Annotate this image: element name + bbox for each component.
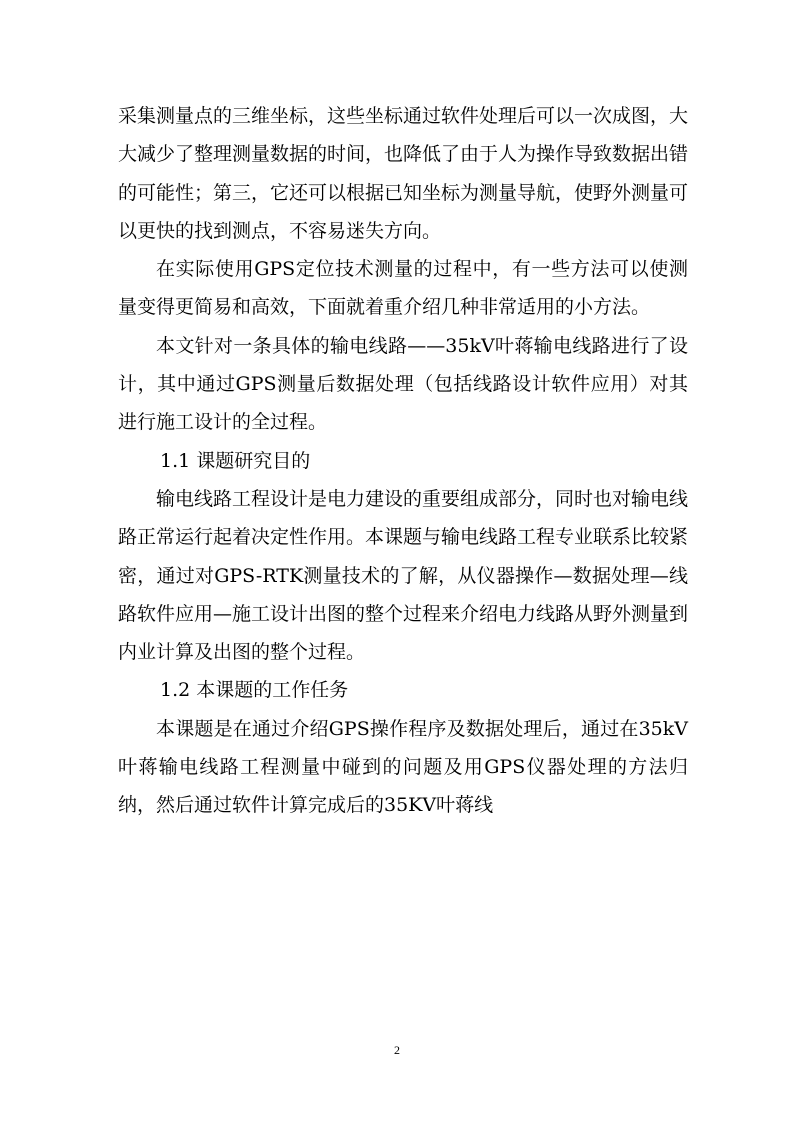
paragraph-gps-methods: 在实际使用GPS定位技术测量的过程中，有一些方法可以使测量变得更简易和高效，下面就着重介绍几种非常适用的小方法。 (118, 258, 688, 319)
page-number: 2 (394, 1043, 400, 1057)
paragraph-research-purpose: 输电线路工程设计是电力建设的重要组成部分，同时也对输电线路正常运行起着决定性作用。本课题与输电线路工程专业联系比较紧密，通过对GPS-RTK测量技术的了解，从仪器操作—数据处理—线路软件应用—施工设计出图的整个过程来介绍电力线路从野外测量到内业计算及出图的整个过程。 (118, 487, 689, 664)
paragraph-design-overview: 本文针对一条具体的输电线路——35kV叶蒋输电线路进行了设计，其中通过GPS测量后数据处理（包括线路设计软件应用）对其进行施工设计的全过程。 (118, 334, 688, 434)
section-heading-1-1: 1.1 课题研究目的 (160, 449, 311, 472)
section-heading-1-2: 1.2 本课题的工作任务 (160, 679, 349, 702)
paragraph-continuation: 采集测量点的三维坐标，这些坐标通过软件处理后可以一次成图，大大减少了整理测量数据的时间，也降低了由于人为操作导致数据出错的可能性；第三，它还可以根据已知坐标为测量导航，使野外测量可以更快的找到测点，不容易迷失方向。 (118, 105, 689, 242)
body-text (118, 97, 688, 825)
paragraph-work-tasks: 本课题是在通过介绍GPS操作程序及数据处理后，通过在35kV叶蒋输电线路工程测量中碰到的问题及用GPS仪器处理的方法归纳，然后通过软件计算完成后的35KV叶蒋线 (118, 717, 688, 817)
